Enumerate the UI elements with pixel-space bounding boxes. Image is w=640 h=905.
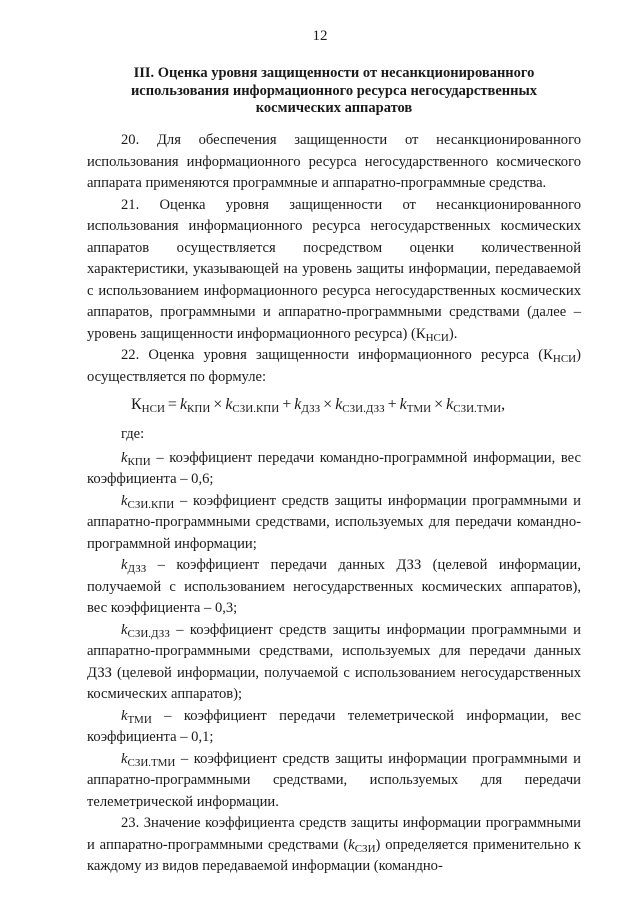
definition-dzz: [87, 555, 581, 620]
formula-times: ×: [434, 396, 444, 413]
definition-text: – коэффициент передачи телеметрической информации, вес коэффициента – 0,1;: [87, 707, 581, 745]
coef-subscript: ДЗЗ: [127, 563, 147, 575]
formula-plus: +: [282, 396, 292, 413]
coef-subscript: СЗИ.ДЗЗ: [127, 627, 170, 640]
k-nsi-subscript: НСИ: [425, 331, 449, 344]
definition-tmi: [87, 706, 581, 749]
definition-szi-tmi: [87, 749, 581, 814]
coef-subscript: СЗИ.ТМИ: [127, 756, 176, 769]
paragraph-21: [87, 195, 581, 346]
paragraph-20: 20. Для обеспечения защищенности от несанкционированного использования информационного ресурса негосударственного космического аппарата применяются программные и аппаратно-программные средства.: [87, 132, 581, 191]
paragraph-23-text: 23. Значение коэффициента средств защиты информации программными и аппаратно-программными средствами (: [87, 815, 581, 853]
coef-symbol: k: [121, 492, 128, 509]
coef-symbol: k: [121, 707, 128, 724]
formula-times: ×: [213, 396, 223, 413]
formula-k: k: [294, 396, 302, 413]
formula-k: k: [335, 396, 343, 413]
coef-subscript: ТМИ: [127, 713, 152, 726]
formula: [87, 392, 581, 418]
coef-subscript: СЗИ: [354, 842, 376, 855]
coef-symbol: k: [121, 557, 128, 573]
definition-text: – коэффициент передачи данных ДЗЗ (целевой информации, получаемой с использованием негосударственных космических аппаратов), вес коэффициента – 0,3;: [87, 557, 581, 616]
coef-subscript: КПИ: [127, 455, 151, 468]
where-label: где:: [121, 426, 145, 442]
page-number: 12: [312, 28, 328, 44]
definition-text: – коэффициент передачи командно-программной информации, вес коэффициента – 0,6;: [87, 449, 581, 487]
coef-subscript: СЗИ.КПИ: [127, 498, 175, 511]
definition-text: – коэффициент средств защиты информации программными и аппаратно-программными средствами, используемых для передачи командно-программной информации;: [87, 492, 581, 552]
paragraph-22-text: 22. Оценка уровня защищенности информационного ресурса (К: [121, 347, 553, 363]
paragraph-23: [87, 813, 581, 878]
definition-szi-kpi: [87, 491, 581, 556]
paragraph-22-end: ) осуществляется по формуле:: [87, 347, 581, 385]
formula-subscript-szi-kpi: СЗИ.КПИ: [232, 403, 280, 415]
formula-lhs-subscript: НСИ: [141, 403, 165, 415]
coef-symbol: k: [121, 449, 128, 466]
formula-subscript-kpi: КПИ: [187, 403, 211, 415]
definition-text: – коэффициент средств защиты информации программными и аппаратно-программными средствами, используемых для передачи телеметрической информации.: [87, 750, 581, 810]
formula-subscript-szi-dzz: СЗИ.ДЗЗ: [342, 403, 385, 415]
formula-subscript-szi-tmi: СЗИ.ТМИ: [453, 403, 502, 415]
formula-k: k: [225, 396, 233, 413]
k-nsi-subscript: НСИ: [552, 353, 577, 365]
coef-symbol: k: [348, 836, 355, 853]
formula-times: ×: [323, 396, 333, 413]
formula-plus: +: [387, 396, 397, 413]
formula-lhs: К: [131, 396, 142, 413]
definition-text: – коэффициент средств защиты информации программными и аппаратно-программными средствами, используемых для передачи данных ДЗЗ (целевой информации, получаемой с использованием негосударственных космических аппаратов);: [87, 621, 581, 702]
coef-symbol: k: [121, 621, 128, 638]
coef-symbol: k: [121, 750, 128, 767]
formula-subscript-tmi: ТМИ: [406, 403, 432, 415]
definition-kpi: [87, 448, 581, 491]
document-body: [87, 130, 581, 878]
formula-k: k: [446, 396, 454, 413]
paragraph-22: [87, 345, 581, 388]
formula-k: k: [179, 396, 188, 413]
paragraph-23-end: ) определяется применительно к каждому из видов передаваемой информации (командно-: [87, 836, 582, 874]
definition-szi-dzz: [87, 620, 581, 706]
paragraph-21-text: 21. Оценка уровня защищенности от несанкционированного использования информационного ресурса негосударственных космических аппаратов осуществляется посредством оценки количественной характеристики, указывающей на уровень защиты информации, передаваемой с использованием информационного ресурса негосударственных космических аппаратов, программными и аппаратно-программными средствами (далее – уровень защищенности информационного ресурса) (К: [87, 196, 581, 342]
formula-equals: =: [167, 396, 177, 413]
formula-comma: ,: [501, 396, 506, 413]
section-title: III. Оценка уровня защищенности от несанкционированного использования информационного ресурса негосударственных космических аппаратов: [130, 65, 538, 116]
paragraph-21-end: ).: [448, 325, 458, 342]
formula-subscript-dzz: ДЗЗ: [301, 403, 321, 415]
formula-k: k: [399, 396, 407, 413]
